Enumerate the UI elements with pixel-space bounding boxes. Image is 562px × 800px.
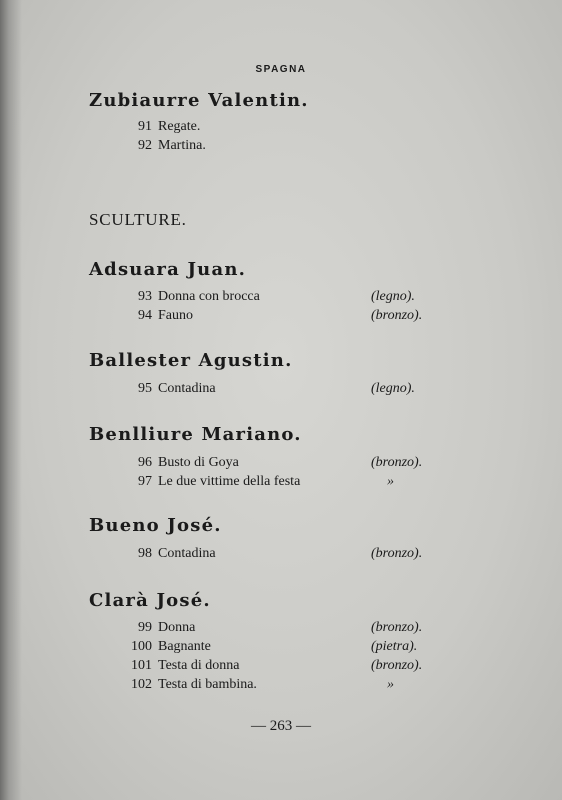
- entry-title: Fauno: [158, 308, 193, 323]
- catalog-entry: [133, 620, 433, 638]
- artist-name: Zubiaurre Valentin.: [89, 90, 309, 111]
- entry-number: 95: [138, 381, 152, 396]
- entry-material: (bronzo).: [371, 308, 423, 323]
- entry-material: (bronzo).: [371, 620, 423, 635]
- entry-number: 99: [138, 620, 152, 635]
- entry-material: (bronzo).: [371, 546, 423, 561]
- artist-name: Adsuara Juan.: [89, 259, 247, 280]
- catalog-entry: [133, 119, 433, 137]
- entry-number: 102: [131, 677, 152, 692]
- catalog-entry: [133, 381, 433, 399]
- entry-material: (legno).: [371, 289, 415, 304]
- entry-title: Contadina: [158, 546, 216, 561]
- entry-material: »: [387, 474, 394, 489]
- entry-title: Testa di donna: [158, 658, 240, 673]
- entry-number: 101: [131, 658, 152, 673]
- entry-title: Contadina: [158, 381, 216, 396]
- catalog-entry: [133, 639, 433, 657]
- entry-title: Martina.: [158, 138, 206, 153]
- entry-number: 94: [138, 308, 152, 323]
- entry-title: Bagnante: [158, 639, 211, 654]
- entry-number: 92: [138, 138, 152, 153]
- catalog-entry: [133, 474, 433, 492]
- entry-title: Testa di bambina.: [158, 677, 257, 692]
- catalog-entry: [133, 289, 433, 307]
- entry-title: Donna: [158, 620, 196, 635]
- entry-number: 100: [131, 639, 152, 654]
- entry-number: 96: [138, 455, 152, 470]
- page-edge-shadow: [0, 0, 22, 800]
- entry-number: 91: [138, 119, 152, 134]
- entry-title: Busto di Goya: [158, 455, 239, 470]
- entry-material: (legno).: [371, 381, 415, 396]
- catalog-entry: [133, 677, 433, 695]
- entry-number: 97: [138, 474, 152, 489]
- section-title: SCULTURE.: [89, 210, 187, 229]
- catalog-entry: [133, 455, 433, 473]
- catalog-entry: [133, 658, 433, 676]
- entry-title: Donna con brocca: [158, 289, 260, 304]
- entry-title: Le due vittime della festa: [158, 474, 301, 489]
- artist-name: Bueno José.: [89, 515, 222, 536]
- catalog-entry: [133, 546, 433, 564]
- entry-material: (bronzo).: [371, 658, 423, 673]
- entry-number: 93: [138, 289, 152, 304]
- catalog-entry: [133, 138, 433, 156]
- page-header: SPAGNA: [255, 64, 307, 75]
- page-number: — 263 —: [251, 718, 311, 734]
- artist-name: Ballester Agustin.: [89, 350, 293, 371]
- artist-name: Benlliure Mariano.: [89, 424, 302, 445]
- entry-number: 98: [138, 546, 152, 561]
- catalog-entry: [133, 308, 433, 326]
- entry-material: (pietra).: [371, 639, 418, 654]
- artist-name: Clarà José.: [89, 590, 211, 611]
- entry-material: (bronzo).: [371, 455, 423, 470]
- entry-title: Regate.: [158, 119, 201, 134]
- entry-material: »: [387, 677, 394, 692]
